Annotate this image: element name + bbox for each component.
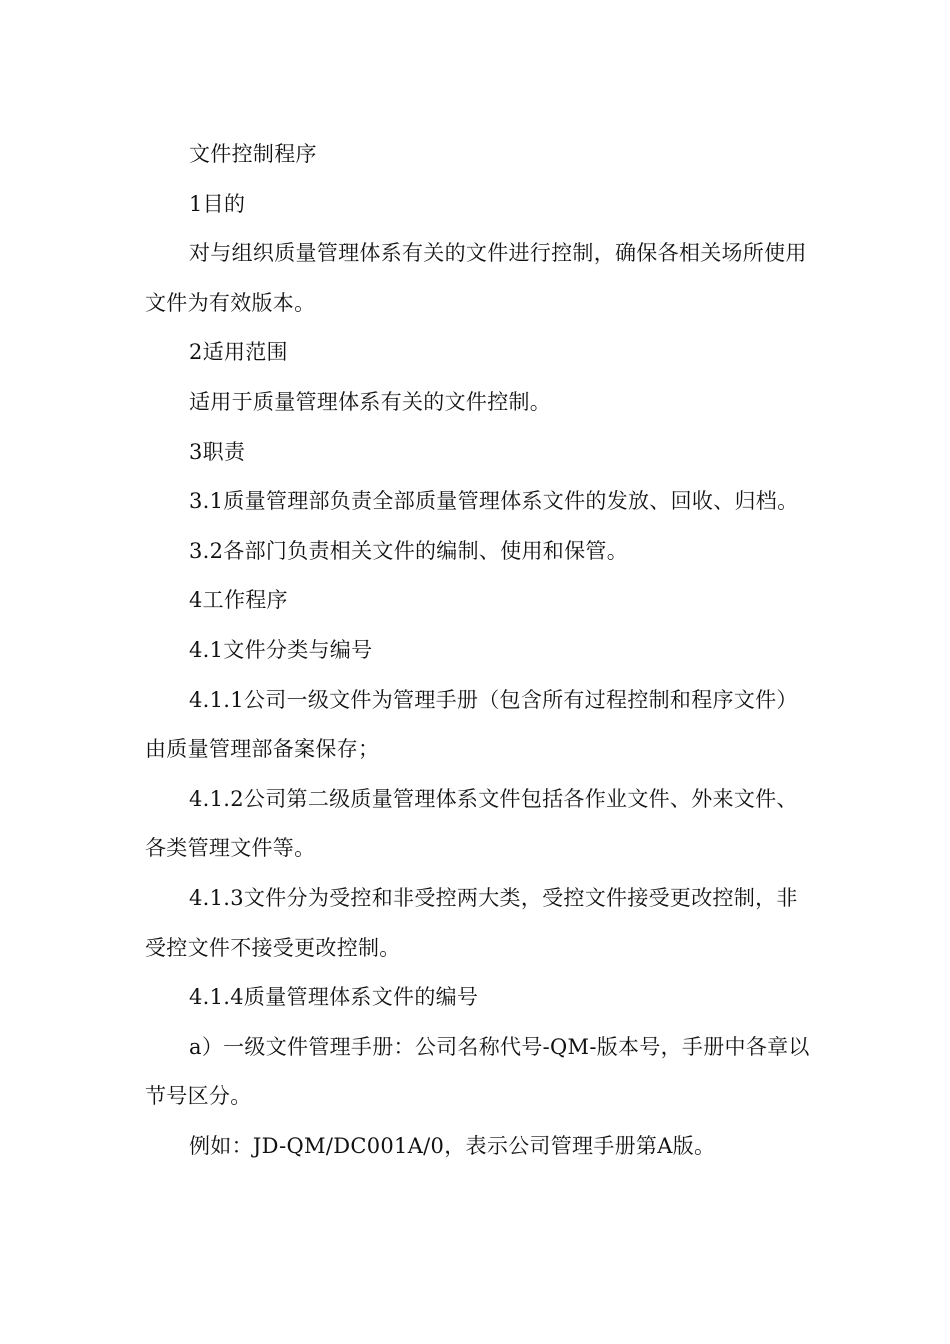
paragraph-4-1-4: 4.1.4质量管理体系文件的编号 xyxy=(189,985,479,1010)
section-heading-responsibilities: 3职责 xyxy=(189,439,246,464)
paragraph-purpose: 对与组织质量管理体系有关的文件进行控制，确保各相关场所使用文件为有效版本。 xyxy=(145,241,807,315)
paragraph-4-1-2: 4.1.2公司第二级质量管理体系文件包括各作业文件、外来文件、各类管理文件等。 xyxy=(145,786,798,861)
paragraph-3-2: 3.2各部门负责相关文件的编制、使用和保管。 xyxy=(189,538,628,563)
section-heading-purpose: 1目的 xyxy=(189,191,246,216)
section-heading-scope: 2适用范围 xyxy=(189,340,288,365)
paragraph-item-a: a）一级文件管理手册：公司名称代号-QM-版本号，手册中各章以节号区分。 xyxy=(145,1034,810,1109)
paragraph-4-1-1: 4.1.1公司一级文件为管理手册（包含所有过程控制和程序文件）由质量管理部备案保存； xyxy=(145,687,798,762)
paragraph-4-1-3: 4.1.3文件分为受控和非受控两大类，受控文件接受更改控制，非受控文件不接受更改控制。 xyxy=(145,885,798,960)
document-title: 文件控制程序 xyxy=(189,142,317,166)
section-heading-procedure: 4工作程序 xyxy=(189,588,288,613)
paragraph-3-1: 3.1质量管理部负责全部质量管理体系文件的发放、回收、归档。 xyxy=(189,489,799,514)
paragraph-example: 例如：JD-QM/DC001A/0，表示公司管理手册第A版。 xyxy=(189,1133,716,1158)
paragraph-scope: 适用于质量管理体系有关的文件控制。 xyxy=(189,389,552,414)
subsection-heading-4-1: 4.1文件分类与编号 xyxy=(189,637,373,662)
document-body xyxy=(145,130,810,1171)
